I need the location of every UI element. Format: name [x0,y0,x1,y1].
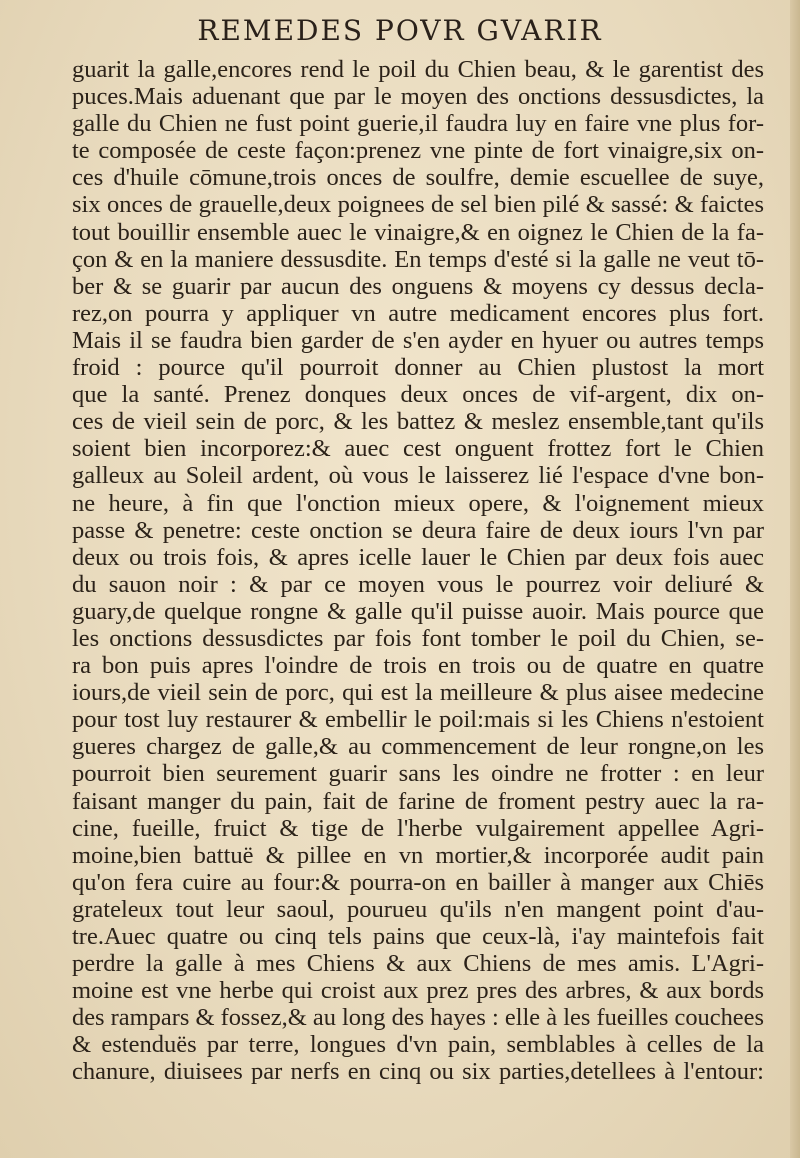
page-edge [790,0,800,1158]
text-line: chanure, diuisees par nerfs en cinq ou six parties,detellees à l'entour: [72,1058,764,1086]
text-line: tout bouillir ensemble auec le vinaigre,& en oignez le Chien de la fa- [72,218,764,246]
text-line: ber & se guarir par aucun des onguens & moyens cy dessus decla- [72,272,764,300]
text-line: passe & penetre: ceste onction se deura faire de deux iours l'vn par [72,516,764,544]
text-line: çon & en la maniere dessusdite. En temps d'esté si la galle ne veut tō- [72,245,764,273]
text-line: deux ou trois fois, & apres icelle lauer le Chien par deux fois auec [72,543,764,571]
text-line: gueres chargez de galle,& au commencement de leur rongne,on les [72,733,764,761]
text-line: grateleux tout leur saoul, pourueu qu'ils n'en mangent point d'au- [72,895,764,923]
text-line: ces d'huile cōmune,trois onces de soulfre, demie escuellee de suye, [72,164,764,192]
text-line: qu'on fera cuire au four:& pourra-on en bailler à manger aux Chiēs [72,868,764,896]
text-line: faisant manger du pain, fait de farine de froment pestry auec la ra- [72,787,764,815]
text-line: que la santé. Prenez donques deux onces de vif-argent, dix on- [72,381,764,409]
text-line: les onctions dessusdictes par fois font tomber le poil du Chien, se- [72,624,764,652]
text-line: cine, fueille, fruict & tige de l'herbe vulgairement appellee Agri- [72,814,764,842]
text-line: pourroit bien seurement guarir sans les oindre ne frotter : en leur [72,760,764,788]
body-text [72,56,764,1086]
text-line: & estenduës par terre, longues d'vn pain, semblables à celles de la [72,1031,764,1059]
text-line: six onces de grauelle,deux poignees de sel bien pilé & sassé: & faictes [72,191,764,219]
text-line: Mais il se faudra bien garder de s'en ayder en hyuer ou autres temps [72,326,764,354]
text-line: moine,bien battuë & pillee en vn mortier,& incorporée audit pain [72,841,764,869]
text-line: ces de vieil sein de porc, & les battez & meslez ensemble,tant qu'ils [72,408,764,436]
text-line: ne heure, à fin que l'onction mieux opere, & l'oignement mieux [72,489,764,517]
text-line: te composée de ceste façon:prenez vne pinte de fort vinaigre,six on- [72,137,764,165]
text-line: tre.Auec quatre ou cinq tels pains que ceux-là, i'ay maintefois fait [72,923,764,950]
text-line: guary,de quelque rongne & galle qu'il puisse auoir. Mais pource que [72,597,764,625]
text-line: du sauon noir : & par ce moyen vous le pourrez voir deliuré & [72,570,764,598]
text-line: moine est vne herbe qui croist aux prez pres des arbres, & aux bords [72,977,764,1005]
text-line: iours,de vieil sein de porc, qui est la meilleure & plus aisee medecine [72,679,764,707]
text-line: pour tost luy restaurer & embellir le poil:mais si les Chiens n'estoient [72,706,764,734]
text-line: galle du Chien ne fust point guerie,il faudra luy en faire vne plus for- [72,110,764,138]
text-line: ra bon puis apres l'oindre de trois en trois ou de quatre en quatre [72,652,764,680]
text-line: soient bien incorporez:& auec cest onguent frottez fort le Chien [72,435,764,463]
text-line: perdre la galle à mes Chiens & aux Chiens de mes amis. L'Agri- [72,950,764,978]
text-line: des rampars & fossez,& au long des hayes : elle à les fueilles couchees [72,1004,764,1032]
text-line: rez,on pourra y appliquer vn autre medicament encores plus fort. [72,299,764,327]
text-line: froid : pource qu'il pourroit donner au Chien plustost la mort [72,354,764,382]
running-header: REMEDES POVR GVARIR [197,14,603,47]
text-line: guarit la galle,encores rend le poil du Chien beau, & le garentist des [72,56,764,83]
text-line: puces.Mais aduenant que par le moyen des onctions dessusdictes, la [72,83,764,111]
text-line: galleux au Soleil ardent, où vous le laisserez lié l'espace d'vne bon- [72,462,764,490]
